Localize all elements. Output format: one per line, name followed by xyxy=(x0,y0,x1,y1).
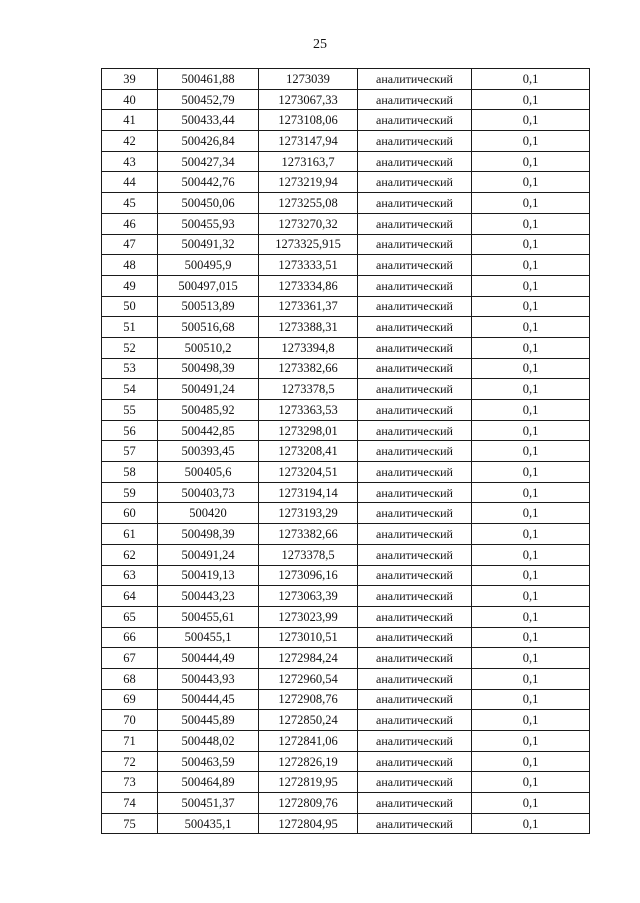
accuracy-cell: 0,1 xyxy=(472,172,590,193)
coordinate-y-cell: 1272984,24 xyxy=(259,648,358,669)
table-row xyxy=(102,751,590,772)
coordinate-y-cell: 1273063,39 xyxy=(259,586,358,607)
accuracy-cell: 0,1 xyxy=(472,337,590,358)
table-row xyxy=(102,151,590,172)
coordinate-x-cell: 500463,59 xyxy=(158,751,259,772)
point-number-cell: 52 xyxy=(102,337,158,358)
method-cell: аналитический xyxy=(358,524,472,545)
method-cell: аналитический xyxy=(358,627,472,648)
coordinate-x-cell: 500448,02 xyxy=(158,731,259,752)
table-row xyxy=(102,772,590,793)
coordinate-y-cell: 1272826,19 xyxy=(259,751,358,772)
coordinate-y-cell: 1273298,01 xyxy=(259,420,358,441)
coordinate-x-cell: 500485,92 xyxy=(158,400,259,421)
coordinate-y-cell: 1273270,32 xyxy=(259,213,358,234)
accuracy-cell: 0,1 xyxy=(472,689,590,710)
method-cell: аналитический xyxy=(358,668,472,689)
table-row xyxy=(102,627,590,648)
point-number-cell: 42 xyxy=(102,131,158,152)
accuracy-cell: 0,1 xyxy=(472,482,590,503)
table-row xyxy=(102,606,590,627)
point-number-cell: 62 xyxy=(102,544,158,565)
method-cell: аналитический xyxy=(358,110,472,131)
coordinate-y-cell: 1273039 xyxy=(259,69,358,90)
coordinate-y-cell: 1273363,53 xyxy=(259,400,358,421)
coordinate-y-cell: 1273382,66 xyxy=(259,358,358,379)
accuracy-cell: 0,1 xyxy=(472,131,590,152)
point-number-cell: 43 xyxy=(102,151,158,172)
point-number-cell: 67 xyxy=(102,648,158,669)
coordinate-y-cell: 1272819,95 xyxy=(259,772,358,793)
accuracy-cell: 0,1 xyxy=(472,793,590,814)
coordinate-x-cell: 500491,24 xyxy=(158,544,259,565)
coordinate-y-cell: 1273208,41 xyxy=(259,441,358,462)
method-cell: аналитический xyxy=(358,482,472,503)
method-cell: аналитический xyxy=(358,586,472,607)
point-number-cell: 74 xyxy=(102,793,158,814)
coordinate-y-cell: 1273219,94 xyxy=(259,172,358,193)
coordinate-y-cell: 1273023,99 xyxy=(259,606,358,627)
method-cell: аналитический xyxy=(358,234,472,255)
table-row xyxy=(102,565,590,586)
method-cell: аналитический xyxy=(358,751,472,772)
coordinate-x-cell: 500444,45 xyxy=(158,689,259,710)
accuracy-cell: 0,1 xyxy=(472,234,590,255)
coordinate-x-cell: 500491,24 xyxy=(158,379,259,400)
table-row xyxy=(102,813,590,834)
coordinate-x-cell: 500435,1 xyxy=(158,813,259,834)
coordinate-x-cell: 500513,89 xyxy=(158,296,259,317)
method-cell: аналитический xyxy=(358,689,472,710)
coordinate-y-cell: 1273333,51 xyxy=(259,255,358,276)
accuracy-cell: 0,1 xyxy=(472,606,590,627)
coordinate-x-cell: 500433,44 xyxy=(158,110,259,131)
coordinate-y-cell: 1272841,06 xyxy=(259,731,358,752)
table-row xyxy=(102,731,590,752)
point-number-cell: 41 xyxy=(102,110,158,131)
coordinate-x-cell: 500495,9 xyxy=(158,255,259,276)
accuracy-cell: 0,1 xyxy=(472,668,590,689)
point-number-cell: 64 xyxy=(102,586,158,607)
method-cell: аналитический xyxy=(358,731,472,752)
point-number-cell: 57 xyxy=(102,441,158,462)
point-number-cell: 61 xyxy=(102,524,158,545)
method-cell: аналитический xyxy=(358,317,472,338)
coordinate-x-cell: 500442,76 xyxy=(158,172,259,193)
method-cell: аналитический xyxy=(358,172,472,193)
table-row xyxy=(102,358,590,379)
page-number: 25 xyxy=(313,37,327,52)
point-number-cell: 68 xyxy=(102,668,158,689)
coordinate-x-cell: 500452,79 xyxy=(158,89,259,110)
table-row xyxy=(102,668,590,689)
accuracy-cell: 0,1 xyxy=(472,627,590,648)
method-cell: аналитический xyxy=(358,793,472,814)
method-cell: аналитический xyxy=(358,606,472,627)
point-number-cell: 72 xyxy=(102,751,158,772)
table-row xyxy=(102,213,590,234)
coordinate-y-cell: 1273010,51 xyxy=(259,627,358,648)
point-number-cell: 40 xyxy=(102,89,158,110)
coordinate-x-cell: 500443,93 xyxy=(158,668,259,689)
coordinate-x-cell: 500420 xyxy=(158,503,259,524)
accuracy-cell: 0,1 xyxy=(472,544,590,565)
table-row xyxy=(102,275,590,296)
table-row xyxy=(102,69,590,90)
accuracy-cell: 0,1 xyxy=(472,213,590,234)
method-cell: аналитический xyxy=(358,772,472,793)
accuracy-cell: 0,1 xyxy=(472,462,590,483)
coordinate-x-cell: 500510,2 xyxy=(158,337,259,358)
point-number-cell: 47 xyxy=(102,234,158,255)
point-number-cell: 60 xyxy=(102,503,158,524)
accuracy-cell: 0,1 xyxy=(472,586,590,607)
coordinate-x-cell: 500455,93 xyxy=(158,213,259,234)
accuracy-cell: 0,1 xyxy=(472,648,590,669)
coordinate-x-cell: 500491,32 xyxy=(158,234,259,255)
point-number-cell: 39 xyxy=(102,69,158,90)
coordinate-y-cell: 1273067,33 xyxy=(259,89,358,110)
accuracy-cell: 0,1 xyxy=(472,772,590,793)
coordinate-x-cell: 500442,85 xyxy=(158,420,259,441)
accuracy-cell: 0,1 xyxy=(472,193,590,214)
method-cell: аналитический xyxy=(358,296,472,317)
accuracy-cell: 0,1 xyxy=(472,296,590,317)
coordinate-y-cell: 1273147,94 xyxy=(259,131,358,152)
accuracy-cell: 0,1 xyxy=(472,317,590,338)
coordinate-y-cell: 1273204,51 xyxy=(259,462,358,483)
point-number-cell: 66 xyxy=(102,627,158,648)
accuracy-cell: 0,1 xyxy=(472,400,590,421)
method-cell: аналитический xyxy=(358,255,472,276)
method-cell: аналитический xyxy=(358,358,472,379)
table-row xyxy=(102,482,590,503)
accuracy-cell: 0,1 xyxy=(472,110,590,131)
accuracy-cell: 0,1 xyxy=(472,731,590,752)
coordinate-x-cell: 500419,13 xyxy=(158,565,259,586)
table-row xyxy=(102,586,590,607)
table-row xyxy=(102,296,590,317)
point-number-cell: 59 xyxy=(102,482,158,503)
table-row xyxy=(102,793,590,814)
method-cell: аналитический xyxy=(358,275,472,296)
accuracy-cell: 0,1 xyxy=(472,151,590,172)
coordinate-x-cell: 500464,89 xyxy=(158,772,259,793)
method-cell: аналитический xyxy=(358,89,472,110)
point-number-cell: 45 xyxy=(102,193,158,214)
method-cell: аналитический xyxy=(358,400,472,421)
accuracy-cell: 0,1 xyxy=(472,420,590,441)
coordinate-x-cell: 500461,88 xyxy=(158,69,259,90)
table-row xyxy=(102,89,590,110)
method-cell: аналитический xyxy=(358,565,472,586)
point-number-cell: 50 xyxy=(102,296,158,317)
point-number-cell: 65 xyxy=(102,606,158,627)
method-cell: аналитический xyxy=(358,503,472,524)
coordinates-table-body xyxy=(102,69,590,834)
table-row xyxy=(102,400,590,421)
coordinate-x-cell: 500455,1 xyxy=(158,627,259,648)
coordinate-y-cell: 1272850,24 xyxy=(259,710,358,731)
coordinate-y-cell: 1273194,14 xyxy=(259,482,358,503)
coordinate-y-cell: 1273096,16 xyxy=(259,565,358,586)
coordinate-y-cell: 1272804,95 xyxy=(259,813,358,834)
accuracy-cell: 0,1 xyxy=(472,524,590,545)
coordinate-y-cell: 1273394,8 xyxy=(259,337,358,358)
accuracy-cell: 0,1 xyxy=(472,89,590,110)
accuracy-cell: 0,1 xyxy=(472,751,590,772)
method-cell: аналитический xyxy=(358,69,472,90)
point-number-cell: 51 xyxy=(102,317,158,338)
method-cell: аналитический xyxy=(358,648,472,669)
accuracy-cell: 0,1 xyxy=(472,710,590,731)
method-cell: аналитический xyxy=(358,193,472,214)
point-number-cell: 56 xyxy=(102,420,158,441)
table-row xyxy=(102,337,590,358)
coordinate-x-cell: 500450,06 xyxy=(158,193,259,214)
point-number-cell: 71 xyxy=(102,731,158,752)
coordinate-y-cell: 1272809,76 xyxy=(259,793,358,814)
coordinate-y-cell: 1273334,86 xyxy=(259,275,358,296)
method-cell: аналитический xyxy=(358,813,472,834)
coordinate-y-cell: 1272960,54 xyxy=(259,668,358,689)
table-row xyxy=(102,420,590,441)
coordinate-x-cell: 500405,6 xyxy=(158,462,259,483)
table-row xyxy=(102,503,590,524)
coordinate-x-cell: 500403,73 xyxy=(158,482,259,503)
coordinate-y-cell: 1272908,76 xyxy=(259,689,358,710)
point-number-cell: 70 xyxy=(102,710,158,731)
accuracy-cell: 0,1 xyxy=(472,813,590,834)
point-number-cell: 63 xyxy=(102,565,158,586)
coordinate-y-cell: 1273388,31 xyxy=(259,317,358,338)
coordinate-y-cell: 1273382,66 xyxy=(259,524,358,545)
point-number-cell: 44 xyxy=(102,172,158,193)
coordinate-x-cell: 500444,49 xyxy=(158,648,259,669)
coordinates-table xyxy=(101,68,590,834)
point-number-cell: 75 xyxy=(102,813,158,834)
method-cell: аналитический xyxy=(358,462,472,483)
method-cell: аналитический xyxy=(358,441,472,462)
coordinate-y-cell: 1273325,915 xyxy=(259,234,358,255)
method-cell: аналитический xyxy=(358,131,472,152)
coordinate-y-cell: 1273378,5 xyxy=(259,379,358,400)
point-number-cell: 73 xyxy=(102,772,158,793)
point-number-cell: 53 xyxy=(102,358,158,379)
accuracy-cell: 0,1 xyxy=(472,69,590,90)
coordinate-x-cell: 500498,39 xyxy=(158,524,259,545)
accuracy-cell: 0,1 xyxy=(472,358,590,379)
coordinate-x-cell: 500443,23 xyxy=(158,586,259,607)
table-row xyxy=(102,131,590,152)
table-row xyxy=(102,689,590,710)
coordinate-y-cell: 1273163,7 xyxy=(259,151,358,172)
table-row xyxy=(102,524,590,545)
table-row xyxy=(102,193,590,214)
point-number-cell: 49 xyxy=(102,275,158,296)
method-cell: аналитический xyxy=(358,710,472,731)
table-row xyxy=(102,110,590,131)
coordinate-x-cell: 500427,34 xyxy=(158,151,259,172)
point-number-cell: 48 xyxy=(102,255,158,276)
coordinate-x-cell: 500445,89 xyxy=(158,710,259,731)
method-cell: аналитический xyxy=(358,379,472,400)
method-cell: аналитический xyxy=(358,213,472,234)
coordinate-y-cell: 1273361,37 xyxy=(259,296,358,317)
accuracy-cell: 0,1 xyxy=(472,441,590,462)
coordinate-x-cell: 500426,84 xyxy=(158,131,259,152)
coordinate-y-cell: 1273378,5 xyxy=(259,544,358,565)
point-number-cell: 69 xyxy=(102,689,158,710)
coordinate-y-cell: 1273255,08 xyxy=(259,193,358,214)
method-cell: аналитический xyxy=(358,420,472,441)
table-row xyxy=(102,255,590,276)
accuracy-cell: 0,1 xyxy=(472,275,590,296)
point-number-cell: 58 xyxy=(102,462,158,483)
coordinate-x-cell: 500497,015 xyxy=(158,275,259,296)
coordinate-y-cell: 1273108,06 xyxy=(259,110,358,131)
coordinate-x-cell: 500498,39 xyxy=(158,358,259,379)
table-row xyxy=(102,544,590,565)
coordinate-x-cell: 500516,68 xyxy=(158,317,259,338)
method-cell: аналитический xyxy=(358,151,472,172)
table-row xyxy=(102,710,590,731)
table-row xyxy=(102,317,590,338)
point-number-cell: 55 xyxy=(102,400,158,421)
table-row xyxy=(102,648,590,669)
point-number-cell: 54 xyxy=(102,379,158,400)
coordinate-x-cell: 500393,45 xyxy=(158,441,259,462)
coordinate-y-cell: 1273193,29 xyxy=(259,503,358,524)
accuracy-cell: 0,1 xyxy=(472,503,590,524)
accuracy-cell: 0,1 xyxy=(472,565,590,586)
table-row xyxy=(102,234,590,255)
table-row xyxy=(102,172,590,193)
accuracy-cell: 0,1 xyxy=(472,255,590,276)
table-row xyxy=(102,379,590,400)
coordinate-x-cell: 500451,37 xyxy=(158,793,259,814)
method-cell: аналитический xyxy=(358,337,472,358)
point-number-cell: 46 xyxy=(102,213,158,234)
coordinate-x-cell: 500455,61 xyxy=(158,606,259,627)
table-row xyxy=(102,441,590,462)
method-cell: аналитический xyxy=(358,544,472,565)
table-row xyxy=(102,462,590,483)
accuracy-cell: 0,1 xyxy=(472,379,590,400)
